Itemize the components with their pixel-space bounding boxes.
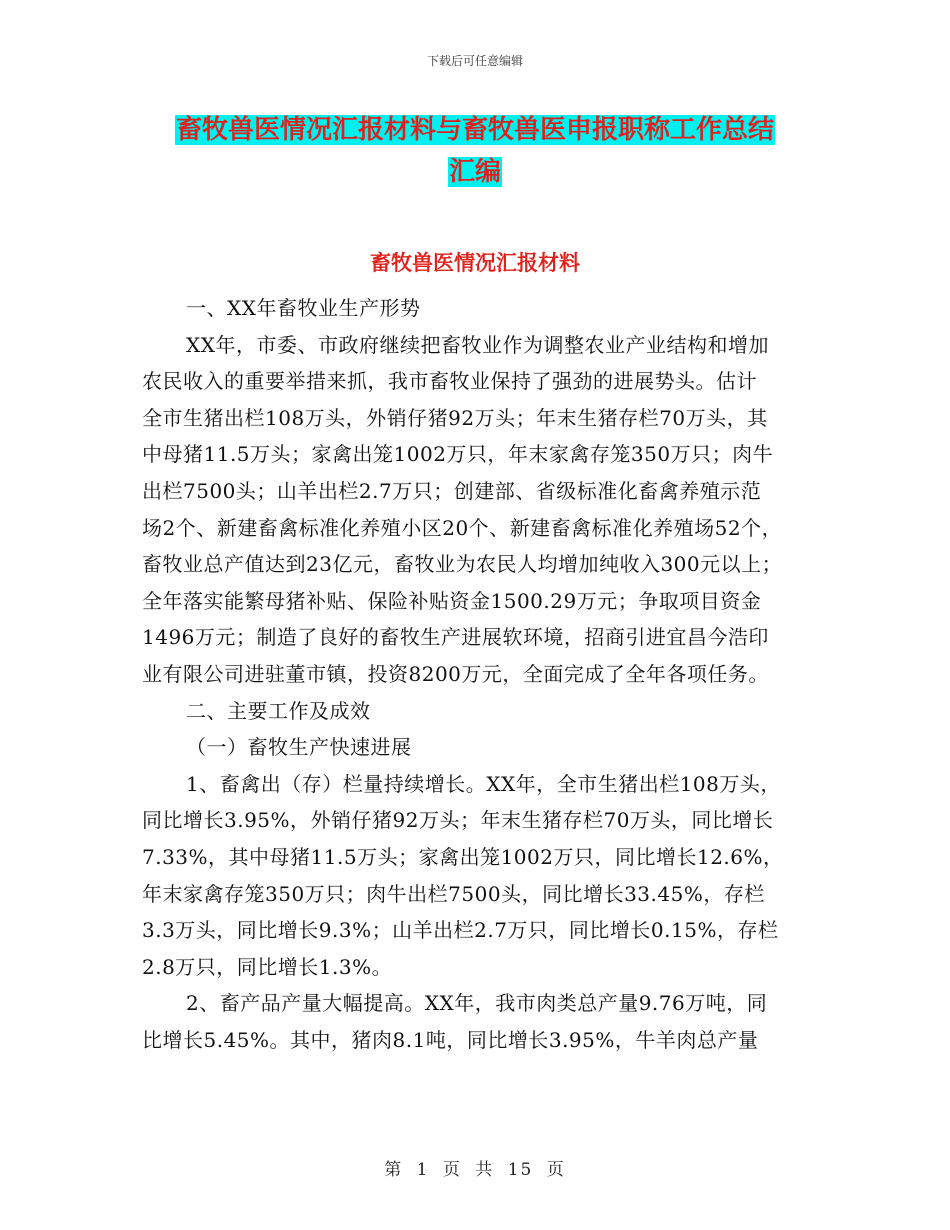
body-line: 同比增长3.95%，外销仔猪92万头；年末生猪存栏70万头，同比增长 bbox=[142, 808, 774, 833]
body-line: 全市生猪出栏108万头，外销仔猪92万头；年末生猪存栏70万头，其 bbox=[142, 405, 768, 430]
section-title: 畜牧兽医情况汇报材料 bbox=[370, 251, 580, 275]
body-line: 畜牧业总产值达到23亿元，畜牧业为农民人均增加纯收入300元以上； bbox=[142, 552, 783, 577]
body-line: 1496万元；制造了良好的畜牧生产进展软环境，招商引进宜昌今浩印 bbox=[142, 625, 769, 650]
document-title-line-2 bbox=[0, 154, 950, 190]
page-footer: 第 1 页 共 15 页 bbox=[384, 1160, 566, 1180]
body-line: 出栏7500头；山羊出栏2.7万只；创建部、省级标准化畜禽养殖示范 bbox=[142, 478, 762, 503]
body-line: 年末家禽存笼350万只；肉牛出栏7500头，同比增长33.45%，存栏 bbox=[142, 881, 765, 906]
document-title-line-1 bbox=[0, 112, 950, 148]
body-line: 农民收入的重要举措来抓，我市畜牧业保持了强劲的进展势头。估计 bbox=[142, 369, 757, 394]
header-note: 下载后可任意编辑 bbox=[426, 54, 523, 68]
body-line: XX年，市委、市政府继续把畜牧业作为调整农业产业结构和增加 bbox=[186, 332, 769, 357]
body-text bbox=[142, 290, 822, 1058]
body-line: 一、XX年畜牧业生产形势 bbox=[186, 296, 421, 320]
body-line: 7.33%，其中母猪11.5万头；家禽出笼1002万只，同比增长12.6%， bbox=[142, 844, 784, 869]
body-line: 场2个、新建畜禽标准化养殖小区20个、新建畜禽标准化养殖场52个， bbox=[142, 515, 783, 540]
body-line: 2、畜产品产量大幅提高。XX年，我市肉类总产量9.76万吨，同 bbox=[186, 991, 768, 1016]
body-line: 业有限公司进驻董市镇，投资8200万元，全面完成了全年各项任务。 bbox=[142, 661, 769, 686]
body-line: 比增长5.45%。其中，猪肉8.1吨，同比增长3.95%，牛羊肉总产量 bbox=[142, 1027, 759, 1052]
body-line: 1、畜禽出（存）栏量持续增长。XX年，全市生猪出栏108万头， bbox=[186, 771, 781, 796]
document-title-text-1: 畜牧兽医情况汇报材料与畜牧兽医申报职称工作总结 bbox=[175, 115, 774, 145]
body-line: 3.3万头，同比增长9.3%；山羊出栏2.7万只，同比增长0.15%，存栏 bbox=[142, 918, 779, 943]
document-title-text-2: 汇编 bbox=[448, 157, 501, 187]
body-line: 中母猪11.5万头；家禽出笼1002万只，年末家禽存笼350万只；肉牛 bbox=[142, 442, 774, 467]
body-line: 全年落实能繁母猪补贴、保险补贴资金1500.29万元；争取项目资金 bbox=[142, 588, 762, 613]
body-line: 二、主要工作及成效 bbox=[186, 698, 371, 723]
body-line: （一）畜牧生产快速进展 bbox=[186, 735, 412, 760]
body-line: 2.8万只，同比增长1.3%。 bbox=[142, 954, 393, 979]
